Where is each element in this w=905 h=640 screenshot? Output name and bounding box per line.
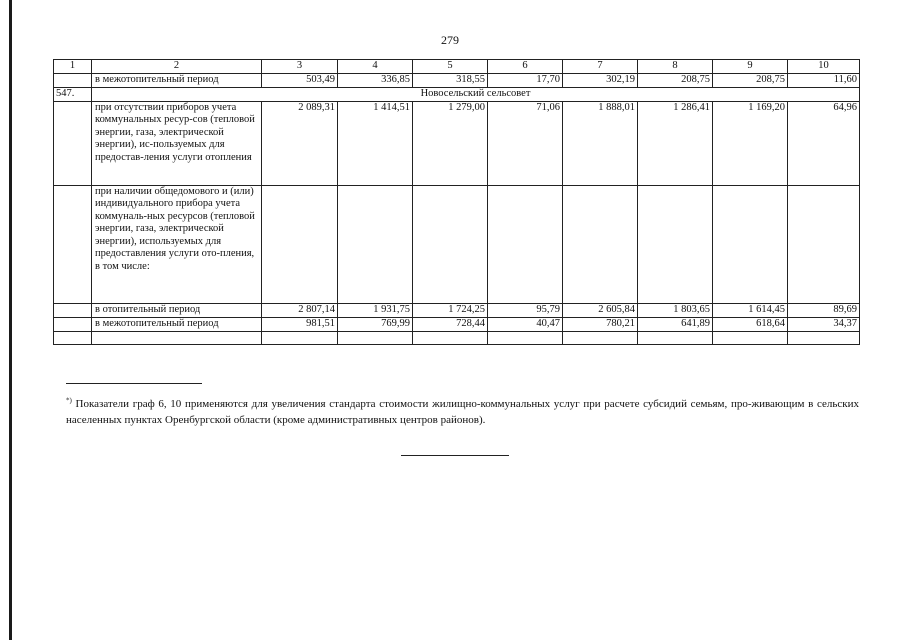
subsidy-standards-table bbox=[53, 59, 860, 345]
value-cell: 780,21 bbox=[563, 317, 638, 331]
value-cell: 2 807,14 bbox=[262, 303, 338, 317]
value-cell bbox=[338, 185, 413, 303]
column-header: 8 bbox=[638, 60, 713, 74]
value-cell: 981,51 bbox=[262, 317, 338, 331]
value-cell bbox=[788, 185, 860, 303]
value-cell: 318,55 bbox=[413, 73, 488, 87]
value-cell: 2 605,84 bbox=[563, 303, 638, 317]
column-header: 5 bbox=[413, 60, 488, 74]
section-title: Новосельский сельсовет bbox=[92, 87, 860, 101]
value-cell: 728,44 bbox=[413, 317, 488, 331]
value-cell bbox=[713, 185, 788, 303]
value-cell bbox=[488, 185, 563, 303]
value-cell: 1 286,41 bbox=[638, 101, 713, 185]
column-header: 3 bbox=[262, 60, 338, 74]
column-header: 4 bbox=[338, 60, 413, 74]
value-cell: 40,47 bbox=[488, 317, 563, 331]
value-cell bbox=[638, 185, 713, 303]
footnote-separator bbox=[66, 383, 202, 384]
value-cell: 17,70 bbox=[488, 73, 563, 87]
table-row bbox=[54, 101, 860, 185]
section-number: 547. bbox=[54, 87, 92, 101]
value-cell: 1 614,45 bbox=[713, 303, 788, 317]
value-cell: 34,37 bbox=[788, 317, 860, 331]
table-row bbox=[54, 303, 860, 317]
value-cell: 95,79 bbox=[488, 303, 563, 317]
column-header: 10 bbox=[788, 60, 860, 74]
row-label: в межотопительный период bbox=[92, 73, 262, 87]
value-cell: 1 414,51 bbox=[338, 101, 413, 185]
value-cell bbox=[262, 185, 338, 303]
section-header-row bbox=[54, 87, 860, 101]
footnote-text: Показатели граф 6, 10 применяются для увеличения стандарта стоимости жилищно-коммунальных услуг при расчете субсидий семьям, про-живающим в сельских населенных пунктах Оренбургской области (кроме административных центров районов). bbox=[66, 398, 859, 426]
value-cell: 1 803,65 bbox=[638, 303, 713, 317]
value-cell: 1 169,20 bbox=[713, 101, 788, 185]
row-label: в отопительный период bbox=[92, 303, 262, 317]
column-header: 7 bbox=[563, 60, 638, 74]
column-header: 1 bbox=[54, 60, 92, 74]
value-cell: 503,49 bbox=[262, 73, 338, 87]
end-of-section-rule bbox=[401, 455, 509, 456]
column-header: 2 bbox=[92, 60, 262, 74]
column-header: 6 bbox=[488, 60, 563, 74]
value-cell: 1 931,75 bbox=[338, 303, 413, 317]
value-cell: 64,96 bbox=[788, 101, 860, 185]
value-cell: 2 089,31 bbox=[262, 101, 338, 185]
row-label: при отсутствии приборов учета коммунальных ресур-сов (тепловой энергии, газа, электрической энергии), ис-пользуемых для предостав-ления услуги отопления bbox=[92, 101, 262, 185]
value-cell: 1 724,25 bbox=[413, 303, 488, 317]
value-cell: 336,85 bbox=[338, 73, 413, 87]
value-cell bbox=[413, 185, 488, 303]
value-cell: 89,69 bbox=[788, 303, 860, 317]
row-number-cell bbox=[54, 73, 92, 87]
column-number-row bbox=[54, 60, 860, 74]
footnote-marker: *) bbox=[66, 396, 72, 405]
value-cell: 618,64 bbox=[713, 317, 788, 331]
value-cell: 641,89 bbox=[638, 317, 713, 331]
value-cell: 11,60 bbox=[788, 73, 860, 87]
row-label: при наличии общедомового и (или) индивидуального прибора учета коммуналь-ных ресурсов (тепловой энергии, газа, электрической энергии), используемых для предоставления услуги ото-пления, в том числе: bbox=[92, 185, 262, 303]
page-left-border bbox=[9, 0, 12, 640]
row-number-cell bbox=[54, 317, 92, 331]
empty-row bbox=[54, 331, 860, 344]
table-row bbox=[54, 73, 860, 87]
value-cell: 208,75 bbox=[638, 73, 713, 87]
column-header: 9 bbox=[713, 60, 788, 74]
value-cell: 1 279,00 bbox=[413, 101, 488, 185]
value-cell: 208,75 bbox=[713, 73, 788, 87]
footnote bbox=[66, 396, 859, 428]
value-cell bbox=[563, 185, 638, 303]
value-cell: 302,19 bbox=[563, 73, 638, 87]
value-cell: 769,99 bbox=[338, 317, 413, 331]
row-number-cell bbox=[54, 101, 92, 185]
row-label: в межотопительный период bbox=[92, 317, 262, 331]
page-number: 279 bbox=[441, 33, 459, 47]
table-row bbox=[54, 185, 860, 303]
table-row bbox=[54, 317, 860, 331]
row-number-cell bbox=[54, 185, 92, 303]
value-cell: 1 888,01 bbox=[563, 101, 638, 185]
value-cell: 71,06 bbox=[488, 101, 563, 185]
row-number-cell bbox=[54, 303, 92, 317]
